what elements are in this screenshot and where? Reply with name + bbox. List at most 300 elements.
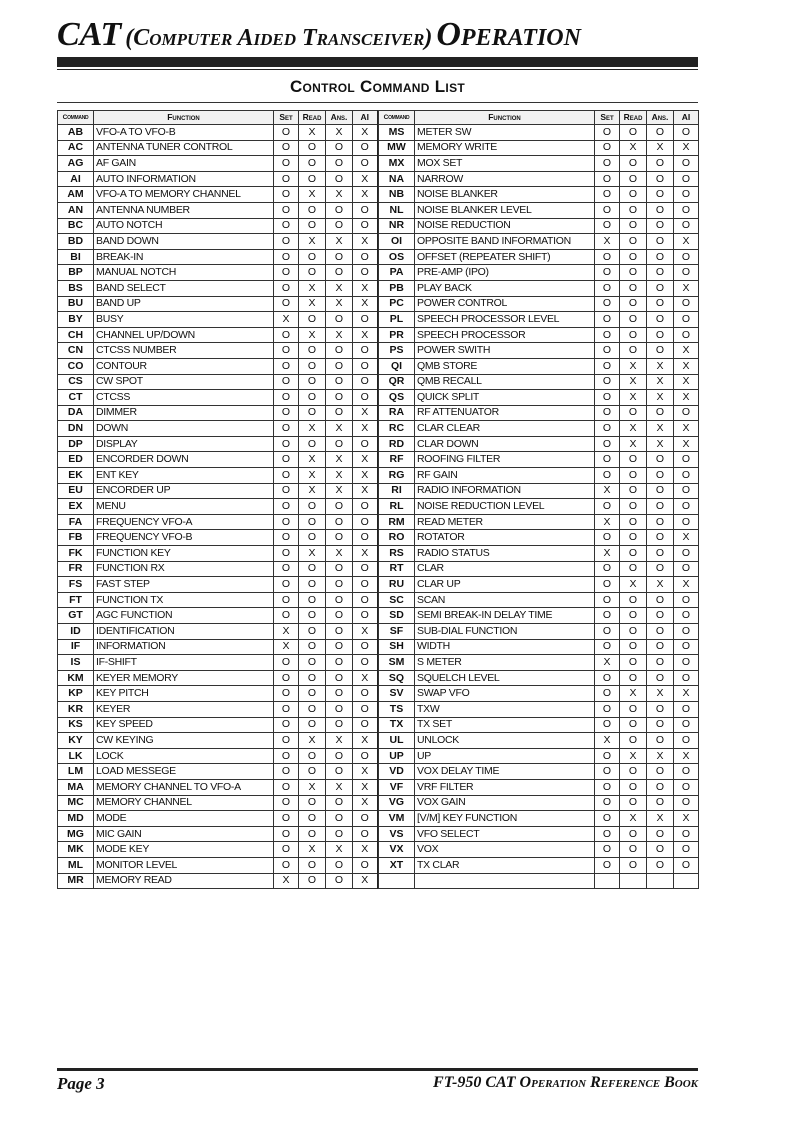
- ai-flag: O: [353, 514, 378, 530]
- table-row: [379, 468, 699, 484]
- ai-flag: X: [674, 686, 699, 702]
- read-flag: O: [620, 795, 647, 811]
- set-flag: O: [274, 577, 299, 593]
- read-flag: O: [299, 592, 326, 608]
- set-flag: O: [274, 265, 299, 281]
- read-flag: O: [620, 156, 647, 172]
- answer-flag: O: [647, 249, 674, 265]
- answer-flag: O: [326, 655, 353, 671]
- ai-flag: O: [353, 701, 378, 717]
- header-title-expansion: (Computer Aided Transceiver): [125, 25, 433, 51]
- read-flag: O: [620, 733, 647, 749]
- set-flag: O: [274, 811, 299, 827]
- set-flag: O: [274, 327, 299, 343]
- set-flag: O: [274, 468, 299, 484]
- ai-flag: X: [353, 842, 378, 858]
- set-flag: O: [595, 795, 620, 811]
- answer-flag: O: [647, 779, 674, 795]
- read-flag: O: [620, 312, 647, 328]
- table-row: [58, 592, 378, 608]
- answer-flag: O: [647, 795, 674, 811]
- answer-flag: O: [647, 296, 674, 312]
- command-code: RA: [379, 405, 415, 421]
- read-flag: O: [620, 452, 647, 468]
- set-flag: O: [595, 748, 620, 764]
- read-flag: O: [299, 873, 326, 889]
- read-flag: O: [620, 202, 647, 218]
- ai-flag: O: [674, 842, 699, 858]
- command-function: DISPLAY: [94, 436, 274, 452]
- set-flag: O: [274, 764, 299, 780]
- command-function: VFO-A TO VFO-B: [94, 125, 274, 141]
- answer-flag: O: [647, 717, 674, 733]
- table-row: [379, 842, 699, 858]
- table-row: [58, 187, 378, 203]
- read-flag: X: [620, 811, 647, 827]
- set-flag: O: [595, 811, 620, 827]
- command-function: MEMORY CHANNEL: [94, 795, 274, 811]
- page-number: Page 3: [57, 1074, 105, 1093]
- answer-flag: O: [647, 468, 674, 484]
- answer-flag: O: [647, 592, 674, 608]
- command-function: S METER: [415, 655, 595, 671]
- ai-flag: X: [353, 280, 378, 296]
- command-function: METER SW: [415, 125, 595, 141]
- table-row: [379, 608, 699, 624]
- table-row: [379, 748, 699, 764]
- answer-flag: O: [326, 717, 353, 733]
- set-flag: O: [595, 218, 620, 234]
- table-row: [379, 733, 699, 749]
- command-function: CHANNEL UP/DOWN: [94, 327, 274, 343]
- answer-flag: X: [326, 187, 353, 203]
- command-code: MR: [58, 873, 94, 889]
- answer-flag: O: [326, 530, 353, 546]
- command-code: RD: [379, 436, 415, 452]
- answer-flag: O: [326, 405, 353, 421]
- ai-flag: O: [353, 639, 378, 655]
- read-flag: O: [620, 624, 647, 640]
- answer-flag: O: [647, 327, 674, 343]
- table-row: [379, 343, 699, 359]
- table-row: [58, 202, 378, 218]
- command-code: BP: [58, 265, 94, 281]
- answer-flag: O: [647, 655, 674, 671]
- command-code: KY: [58, 733, 94, 749]
- command-table-right: [378, 110, 699, 889]
- read-flag: O: [299, 639, 326, 655]
- set-flag: X: [595, 234, 620, 250]
- command-function: BREAK-IN: [94, 249, 274, 265]
- set-flag: O: [595, 156, 620, 172]
- answer-flag: X: [326, 234, 353, 250]
- table-row: [58, 717, 378, 733]
- set-flag: O: [274, 608, 299, 624]
- table-row: [379, 374, 699, 390]
- read-flag: X: [299, 733, 326, 749]
- command-code: KS: [58, 717, 94, 733]
- command-function: VFO SELECT: [415, 826, 595, 842]
- answer-flag: O: [647, 624, 674, 640]
- answer-flag: O: [647, 733, 674, 749]
- table-row: [58, 218, 378, 234]
- command-function: RF GAIN: [415, 468, 595, 484]
- command-function: FUNCTION RX: [94, 561, 274, 577]
- command-function: NOISE REDUCTION: [415, 218, 595, 234]
- read-flag: O: [620, 265, 647, 281]
- command-code: NR: [379, 218, 415, 234]
- ai-flag: O: [674, 452, 699, 468]
- ai-flag: X: [353, 764, 378, 780]
- table-row: [58, 733, 378, 749]
- header-title-operation: Operation: [436, 16, 581, 53]
- answer-flag: O: [326, 577, 353, 593]
- ai-flag: O: [674, 655, 699, 671]
- ai-flag: O: [674, 717, 699, 733]
- answer-flag: O: [326, 764, 353, 780]
- command-function: CLAR DOWN: [415, 436, 595, 452]
- answer-flag: O: [647, 546, 674, 562]
- command-function: [V/M] KEY FUNCTION: [415, 811, 595, 827]
- read-flag: X: [299, 483, 326, 499]
- command-function: MONITOR LEVEL: [94, 857, 274, 873]
- command-function: MEMORY WRITE: [415, 140, 595, 156]
- answer-flag: O: [647, 561, 674, 577]
- command-function: IDENTIFICATION: [94, 624, 274, 640]
- set-flag: O: [595, 265, 620, 281]
- set-flag: O: [274, 343, 299, 359]
- read-flag: O: [620, 857, 647, 873]
- command-function: AF GAIN: [94, 156, 274, 172]
- answer-flag: O: [326, 218, 353, 234]
- command-code: AN: [58, 202, 94, 218]
- footer-rule: [57, 1068, 698, 1071]
- read-flag: O: [620, 499, 647, 515]
- table-row: [379, 358, 699, 374]
- command-code: UP: [379, 748, 415, 764]
- read-flag: O: [299, 701, 326, 717]
- ai-flag: O: [353, 592, 378, 608]
- ai-flag: O: [674, 561, 699, 577]
- answer-flag: O: [647, 499, 674, 515]
- ai-flag: O: [353, 561, 378, 577]
- set-flag: O: [595, 280, 620, 296]
- command-code: BD: [58, 234, 94, 250]
- table-header-row: [58, 111, 378, 125]
- answer-flag: O: [326, 639, 353, 655]
- set-flag: O: [274, 374, 299, 390]
- read-flag: O: [620, 187, 647, 203]
- answer-flag: X: [326, 296, 353, 312]
- ai-flag: X: [674, 811, 699, 827]
- answer-flag: O: [326, 140, 353, 156]
- command-code: CT: [58, 390, 94, 406]
- set-flag: O: [595, 624, 620, 640]
- ai-flag: X: [674, 436, 699, 452]
- table-row: [379, 857, 699, 873]
- read-flag: X: [299, 546, 326, 562]
- table-row: [379, 280, 699, 296]
- command-code: NB: [379, 187, 415, 203]
- command-code: CH: [58, 327, 94, 343]
- answer-flag: O: [647, 514, 674, 530]
- command-function: FAST STEP: [94, 577, 274, 593]
- table-row: [379, 296, 699, 312]
- ai-flag: O: [353, 390, 378, 406]
- answer-flag: O: [326, 499, 353, 515]
- table-row: [379, 171, 699, 187]
- answer-flag: O: [647, 343, 674, 359]
- read-flag: O: [620, 655, 647, 671]
- read-flag: O: [299, 655, 326, 671]
- command-function: IF-SHIFT: [94, 655, 274, 671]
- answer-flag: O: [326, 265, 353, 281]
- set-flag: O: [274, 156, 299, 172]
- answer-flag: O: [326, 592, 353, 608]
- command-code: SQ: [379, 670, 415, 686]
- table-row: [379, 125, 699, 141]
- table-row: [379, 873, 699, 889]
- column-header-set: Set: [274, 111, 299, 125]
- command-code: PC: [379, 296, 415, 312]
- read-flag: O: [299, 171, 326, 187]
- set-flag: O: [274, 202, 299, 218]
- set-flag: O: [595, 140, 620, 156]
- set-flag: O: [595, 202, 620, 218]
- ai-flag: O: [674, 733, 699, 749]
- command-code: DA: [58, 405, 94, 421]
- set-flag: O: [595, 857, 620, 873]
- table-row: [58, 483, 378, 499]
- command-function: ENCORDER DOWN: [94, 452, 274, 468]
- set-flag: O: [595, 764, 620, 780]
- table-header-row: [379, 111, 699, 125]
- set-flag: O: [274, 561, 299, 577]
- ai-flag: X: [674, 374, 699, 390]
- ai-flag: O: [353, 156, 378, 172]
- read-flag: O: [299, 249, 326, 265]
- command-code: EK: [58, 468, 94, 484]
- set-flag: O: [274, 249, 299, 265]
- command-code: MW: [379, 140, 415, 156]
- set-flag: O: [274, 546, 299, 562]
- ai-flag: O: [674, 779, 699, 795]
- read-flag: O: [299, 624, 326, 640]
- answer-flag: O: [647, 857, 674, 873]
- read-flag: O: [620, 717, 647, 733]
- command-function: LOCK: [94, 748, 274, 764]
- table-row: [58, 468, 378, 484]
- answer-flag: X: [647, 686, 674, 702]
- ai-flag: O: [353, 140, 378, 156]
- read-flag: X: [299, 125, 326, 141]
- section-title: Control Command List: [289, 77, 466, 96]
- answer-flag: O: [326, 795, 353, 811]
- ai-flag: O: [353, 608, 378, 624]
- command-function: ANTENNA NUMBER: [94, 202, 274, 218]
- answer-flag: O: [647, 156, 674, 172]
- table-row: [379, 405, 699, 421]
- set-flag: O: [595, 390, 620, 406]
- answer-flag: O: [326, 701, 353, 717]
- read-flag: X: [299, 280, 326, 296]
- ai-flag: X: [674, 234, 699, 250]
- set-flag: O: [274, 842, 299, 858]
- command-code: VF: [379, 779, 415, 795]
- read-flag: O: [299, 312, 326, 328]
- command-code: RI: [379, 483, 415, 499]
- set-flag: O: [595, 608, 620, 624]
- command-code: VD: [379, 764, 415, 780]
- ai-flag: O: [674, 499, 699, 515]
- read-flag: O: [299, 686, 326, 702]
- set-flag: O: [595, 779, 620, 795]
- set-flag: O: [274, 452, 299, 468]
- table-row: [379, 265, 699, 281]
- command-function: INFORMATION: [94, 639, 274, 655]
- command-code: MX: [379, 156, 415, 172]
- command-function: SPEECH PROCESSOR LEVEL: [415, 312, 595, 328]
- command-function: VOX DELAY TIME: [415, 764, 595, 780]
- table-row: [58, 436, 378, 452]
- set-flag: X: [595, 733, 620, 749]
- table-row: [379, 234, 699, 250]
- read-flag: X: [299, 842, 326, 858]
- set-flag: O: [595, 468, 620, 484]
- table-row: [379, 390, 699, 406]
- command-function: [415, 873, 595, 889]
- command-code: NL: [379, 202, 415, 218]
- answer-flag: O: [326, 561, 353, 577]
- read-flag: X: [299, 779, 326, 795]
- read-flag: O: [620, 234, 647, 250]
- answer-flag: X: [326, 452, 353, 468]
- command-function: RF ATTENUATOR: [415, 405, 595, 421]
- command-code: MG: [58, 826, 94, 842]
- set-flag: O: [274, 405, 299, 421]
- command-function: TX CLAR: [415, 857, 595, 873]
- ai-flag: X: [353, 546, 378, 562]
- command-function: AUTO INFORMATION: [94, 171, 274, 187]
- table-row: [58, 296, 378, 312]
- command-code: MC: [58, 795, 94, 811]
- read-flag: X: [620, 436, 647, 452]
- set-flag: O: [274, 483, 299, 499]
- answer-flag: X: [647, 811, 674, 827]
- answer-flag: O: [647, 187, 674, 203]
- table-row: [58, 655, 378, 671]
- table-row: [58, 546, 378, 562]
- ai-flag: O: [674, 265, 699, 281]
- table-row: [58, 140, 378, 156]
- table-row: [58, 639, 378, 655]
- column-header-ai: AI: [674, 111, 699, 125]
- answer-flag: X: [647, 358, 674, 374]
- ai-flag: X: [353, 873, 378, 889]
- answer-flag: [647, 873, 674, 889]
- command-code: SC: [379, 592, 415, 608]
- read-flag: X: [299, 327, 326, 343]
- table-row: [58, 358, 378, 374]
- command-function: TXW: [415, 701, 595, 717]
- command-code: BI: [58, 249, 94, 265]
- read-flag: O: [299, 764, 326, 780]
- command-function: UP: [415, 748, 595, 764]
- table-row: [58, 343, 378, 359]
- command-function: CTCSS: [94, 390, 274, 406]
- read-flag: O: [299, 795, 326, 811]
- ai-flag: O: [674, 701, 699, 717]
- answer-flag: X: [326, 483, 353, 499]
- set-flag: O: [595, 499, 620, 515]
- ai-flag: O: [674, 218, 699, 234]
- table-row: [379, 779, 699, 795]
- command-code: ID: [58, 624, 94, 640]
- command-code: RU: [379, 577, 415, 593]
- set-flag: O: [595, 826, 620, 842]
- ai-flag: X: [353, 624, 378, 640]
- answer-flag: O: [647, 530, 674, 546]
- set-flag: O: [274, 795, 299, 811]
- answer-flag: X: [326, 327, 353, 343]
- set-flag: O: [595, 842, 620, 858]
- answer-flag: O: [326, 156, 353, 172]
- table-row: [379, 249, 699, 265]
- set-flag: O: [595, 436, 620, 452]
- ai-flag: O: [674, 670, 699, 686]
- read-flag: X: [299, 296, 326, 312]
- command-code: ML: [58, 857, 94, 873]
- table-row: [58, 873, 378, 889]
- table-row: [58, 327, 378, 343]
- command-function: CLAR UP: [415, 577, 595, 593]
- command-code: FT: [58, 592, 94, 608]
- read-flag: O: [620, 405, 647, 421]
- command-function: AUTO NOTCH: [94, 218, 274, 234]
- answer-flag: O: [647, 842, 674, 858]
- command-code: TX: [379, 717, 415, 733]
- read-flag: O: [299, 436, 326, 452]
- set-flag: O: [274, 514, 299, 530]
- set-flag: O: [595, 343, 620, 359]
- read-flag: O: [620, 561, 647, 577]
- set-flag: X: [274, 624, 299, 640]
- read-flag: O: [299, 390, 326, 406]
- command-code: RS: [379, 546, 415, 562]
- answer-flag: O: [326, 748, 353, 764]
- command-code: IS: [58, 655, 94, 671]
- command-code: RG: [379, 468, 415, 484]
- set-flag: X: [274, 639, 299, 655]
- column-header-ans: Ans.: [647, 111, 674, 125]
- read-flag: X: [620, 577, 647, 593]
- table-row: [379, 514, 699, 530]
- column-header-ans: Ans.: [326, 111, 353, 125]
- set-flag: X: [274, 873, 299, 889]
- table-row: [379, 327, 699, 343]
- command-function: ANTENNA TUNER CONTROL: [94, 140, 274, 156]
- read-flag: O: [620, 296, 647, 312]
- read-flag: O: [299, 499, 326, 515]
- answer-flag: O: [326, 873, 353, 889]
- table-row: [379, 592, 699, 608]
- table-row: [58, 452, 378, 468]
- ai-flag: O: [353, 811, 378, 827]
- command-function: MENU: [94, 499, 274, 515]
- set-flag: O: [595, 452, 620, 468]
- set-flag: O: [595, 296, 620, 312]
- command-code: EU: [58, 483, 94, 499]
